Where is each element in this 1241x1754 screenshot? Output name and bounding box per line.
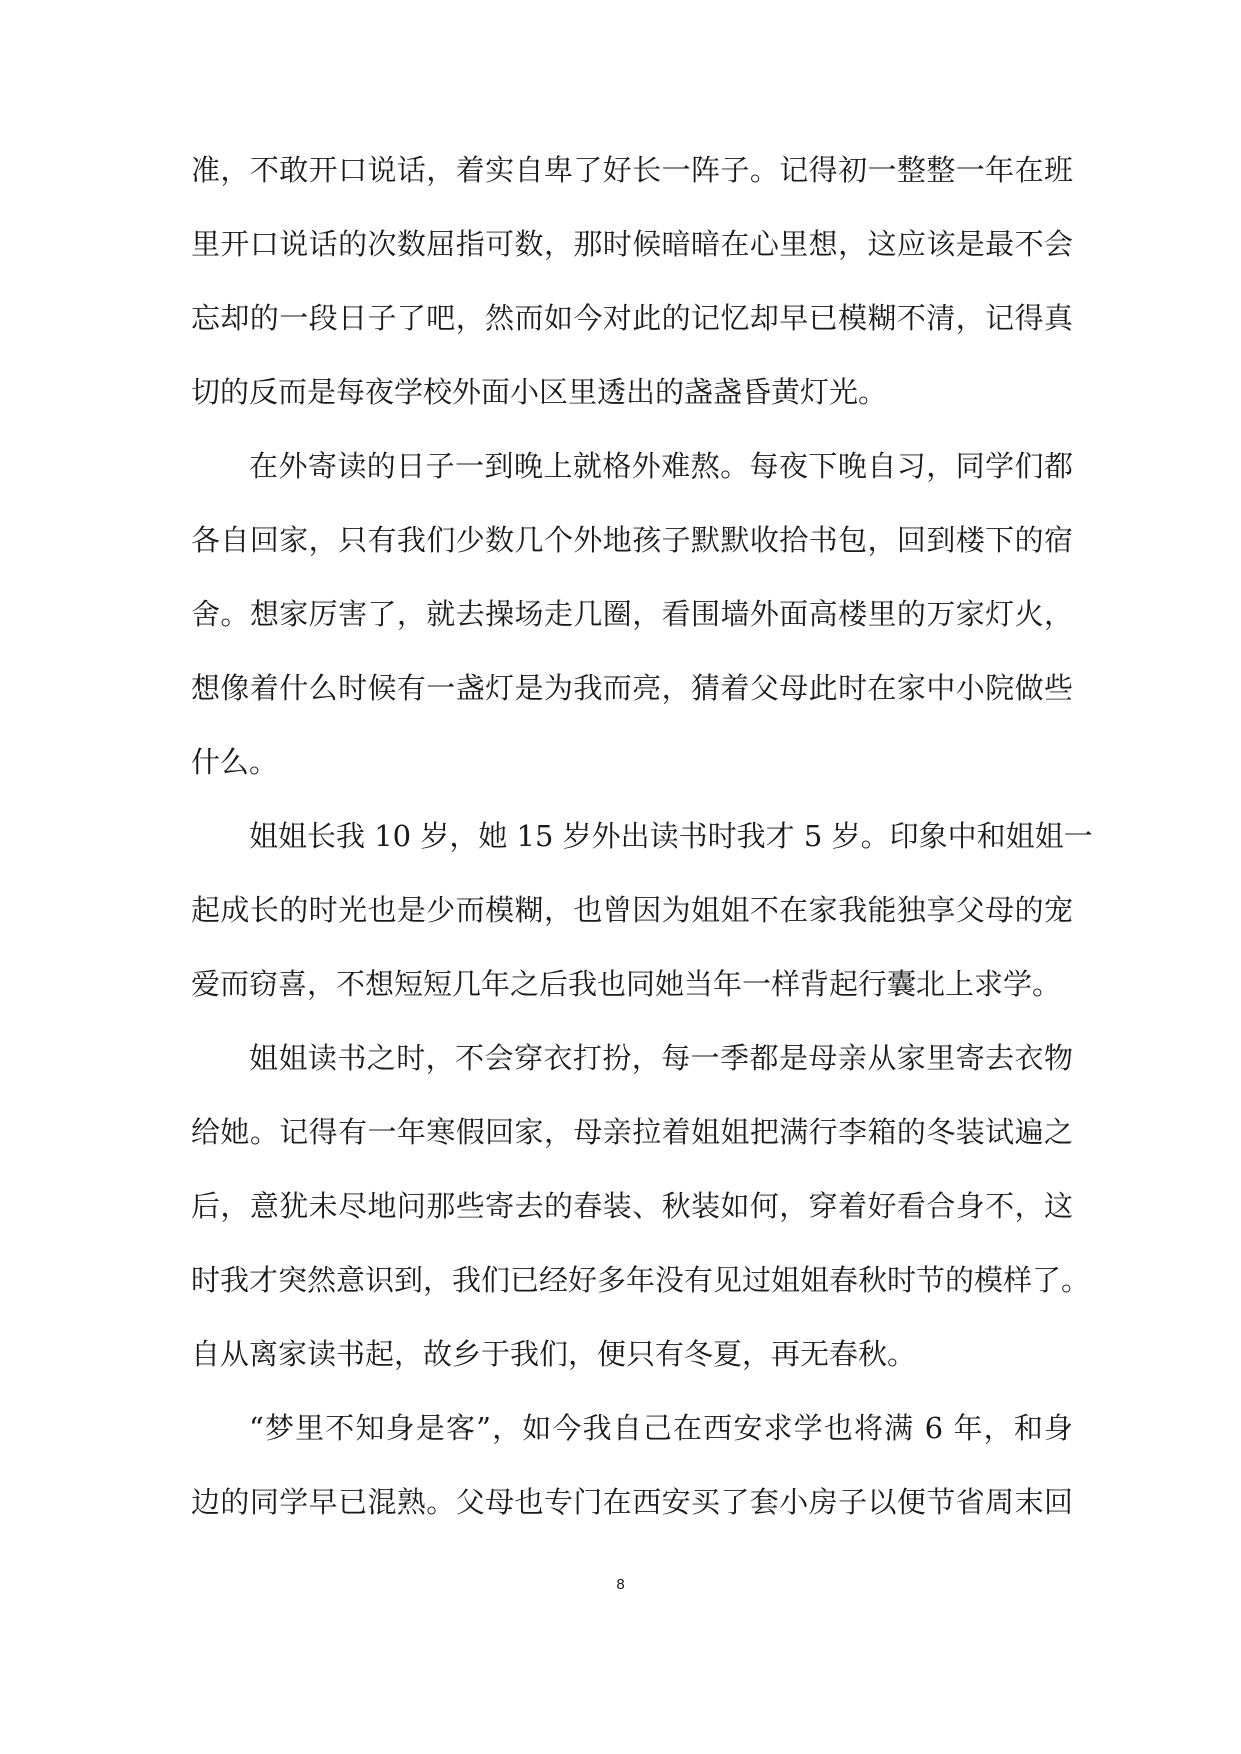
text-line: 各自回家，只有我们少数几个外地孩子默默收拾书包，回到楼下的宿 (191, 523, 1073, 557)
text-line: 时我才突然意识到，我们已经好多年没有见过姐姐春秋时节的模样了。 (191, 1263, 1091, 1297)
text-line: “梦里不知身是客”，如今我自己在西安求学也将满 6 年，和身 (249, 1411, 1073, 1445)
text-line: 在外寄读的日子一到晚上就格外难熬。每夜下晚自习，同学们都 (249, 449, 1073, 483)
body-text (191, 143, 1093, 1549)
text-line: 忘却的一段日子了吧，然而如今对此的记忆却早已模糊不清，记得真 (191, 301, 1073, 335)
text-line: 自从离家读书起，故乡于我们，便只有冬夏，再无春秋。 (191, 1337, 917, 1371)
text-line: 姐姐读书之时，不会穿衣打扮，每一季都是母亲从家里寄去衣物 (249, 1041, 1073, 1075)
text-line: 爱而窃喜，不想短短几年之后我也同她当年一样背起行囊北上求学。 (191, 967, 1062, 1001)
text-line: 什么。 (191, 745, 279, 779)
text-line: 给她。记得有一年寒假回家，母亲拉着姐姐把满行李箱的冬装试遍之 (191, 1115, 1073, 1149)
text-line: 准，不敢开口说话，着实自卑了好长一阵子。记得初一整整一年在班 (191, 153, 1073, 187)
text-line: 想像着什么时候有一盏灯是为我而亮，猜着父母此时在家中小院做些 (191, 671, 1073, 705)
text-line: 舍。想家厉害了，就去操场走几圈，看围墙外面高楼里的万家灯火， (191, 597, 1073, 631)
page-number: 8 (616, 1576, 625, 1593)
text-line: 姐姐长我 10 岁，她 15 岁外出读书时我才 5 岁。印象中和姐姐一 (249, 819, 1093, 853)
text-line: 后，意犹未尽地问那些寄去的春装、秋装如何，穿着好看合身不，这 (191, 1189, 1073, 1223)
text-line: 起成长的时光也是少而模糊，也曾因为姐姐不在家我能独享父母的宠 (191, 893, 1073, 927)
text-line: 边的同学早已混熟。父母也专门在西安买了套小房子以便节省周末回 (191, 1485, 1073, 1519)
text-line: 里开口说话的次数屈指可数，那时候暗暗在心里想，这应该是最不会 (191, 227, 1073, 261)
text-line: 切的反而是每夜学校外面小区里透出的盏盏昏黄灯光。 (191, 375, 888, 409)
